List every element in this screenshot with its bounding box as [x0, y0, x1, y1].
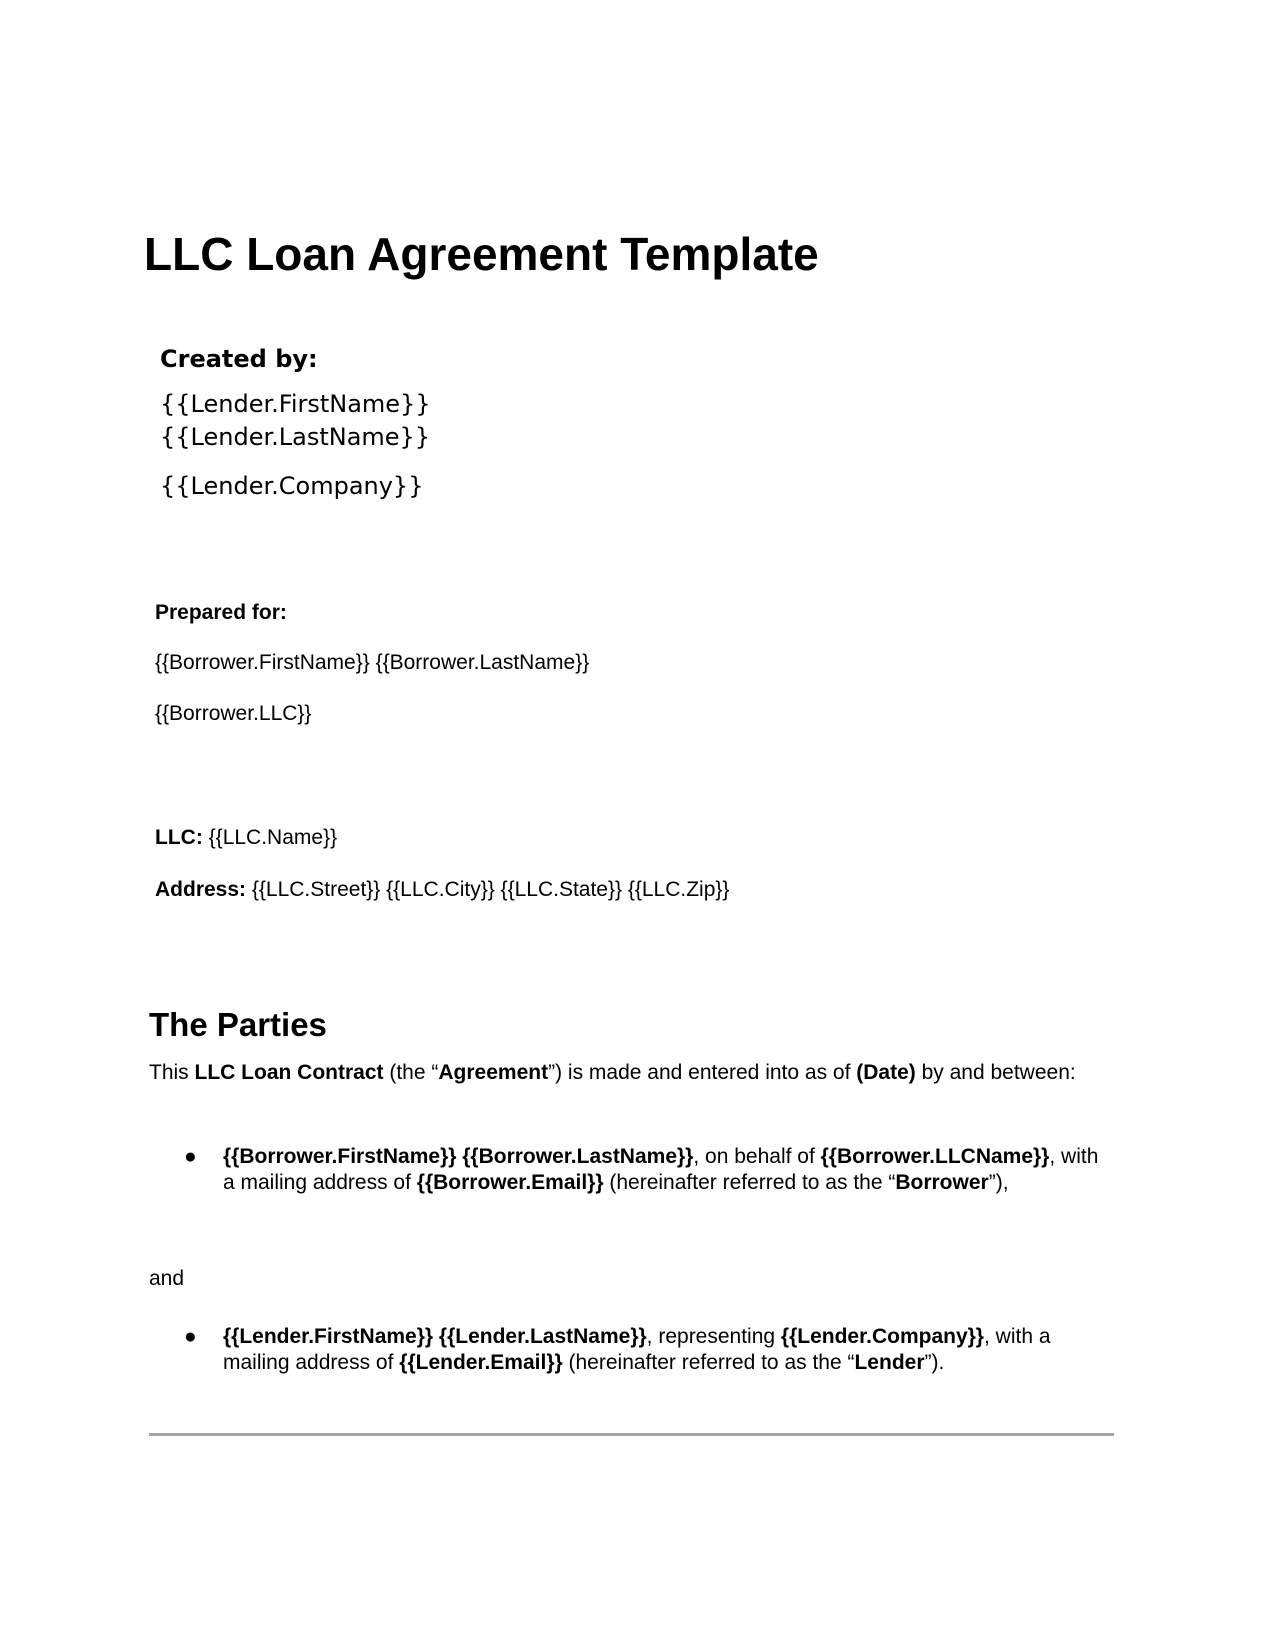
parties-intro-paragraph	[149, 1060, 1089, 1086]
bullet-icon: ●	[184, 1145, 197, 1168]
lender-company-name: {{Lender.Company}}	[780, 1325, 984, 1348]
borrower-llc-name: {{Borrower.LLCName}}	[820, 1145, 1050, 1168]
and-conjunction: and	[149, 1267, 185, 1290]
llc-line	[155, 825, 337, 851]
lender-company: {{Lender.Company}}	[160, 472, 424, 500]
borrower-text-3: (hereinafter referred to as the “	[603, 1171, 896, 1194]
prepared-for-label: Prepared for:	[155, 601, 287, 624]
address-value: {{LLC.Street}} {{LLC.City}} {{LLC.State}} {{LLC.Zip}}	[246, 878, 730, 901]
borrower-term: Borrower	[895, 1171, 989, 1194]
lender-text-1: , representing	[646, 1325, 781, 1348]
lender-full-name: {{Lender.FirstName}} {{Lender.LastName}}	[223, 1325, 647, 1348]
intro-text-1: This	[149, 1061, 195, 1084]
lender-text-4: ”).	[924, 1351, 945, 1374]
borrower-text-1: , on behalf of	[693, 1145, 821, 1168]
created-by-label: Created by:	[160, 345, 318, 373]
borrower-email: {{Borrower.Email}}	[416, 1171, 604, 1194]
bullet-icon: ●	[184, 1325, 197, 1348]
intro-date: (Date)	[856, 1061, 916, 1084]
horizontal-divider	[149, 1433, 1114, 1436]
borrower-text-2: , with a mailing address of	[223, 1145, 1099, 1194]
intro-text-2: (the “	[383, 1061, 439, 1084]
parties-heading: The Parties	[149, 1006, 327, 1043]
document-title: LLC Loan Agreement Template	[144, 228, 819, 280]
address-line	[155, 877, 729, 903]
intro-agreement-term: Agreement	[438, 1061, 549, 1084]
llc-label: LLC:	[155, 826, 203, 849]
lender-first-name: {{Lender.FirstName}}	[160, 390, 431, 418]
lender-last-name: {{Lender.LastName}}	[160, 423, 431, 451]
lender-item-text	[223, 1324, 1103, 1376]
borrower-text-4: ”),	[988, 1171, 1009, 1194]
intro-text-3: ”) is made and entered into as of	[548, 1061, 857, 1084]
borrower-name: {{Borrower.FirstName}} {{Borrower.LastName}}	[155, 651, 590, 674]
borrower-full-name: {{Borrower.FirstName}} {{Borrower.LastName}}	[223, 1145, 694, 1168]
intro-text-4: by and between:	[915, 1061, 1076, 1084]
lender-text-3: (hereinafter referred to as the “	[562, 1351, 855, 1374]
lender-term: Lender	[854, 1351, 925, 1374]
intro-contract-name: LLC Loan Contract	[194, 1061, 384, 1084]
borrower-llc: {{Borrower.LLC}}	[155, 702, 312, 725]
lender-text-2: , with a mailing address of	[223, 1325, 1051, 1374]
borrower-item-text	[223, 1144, 1103, 1196]
address-label: Address:	[155, 878, 247, 901]
lender-email: {{Lender.Email}}	[399, 1351, 563, 1374]
llc-value: {{LLC.Name}}	[202, 826, 338, 849]
